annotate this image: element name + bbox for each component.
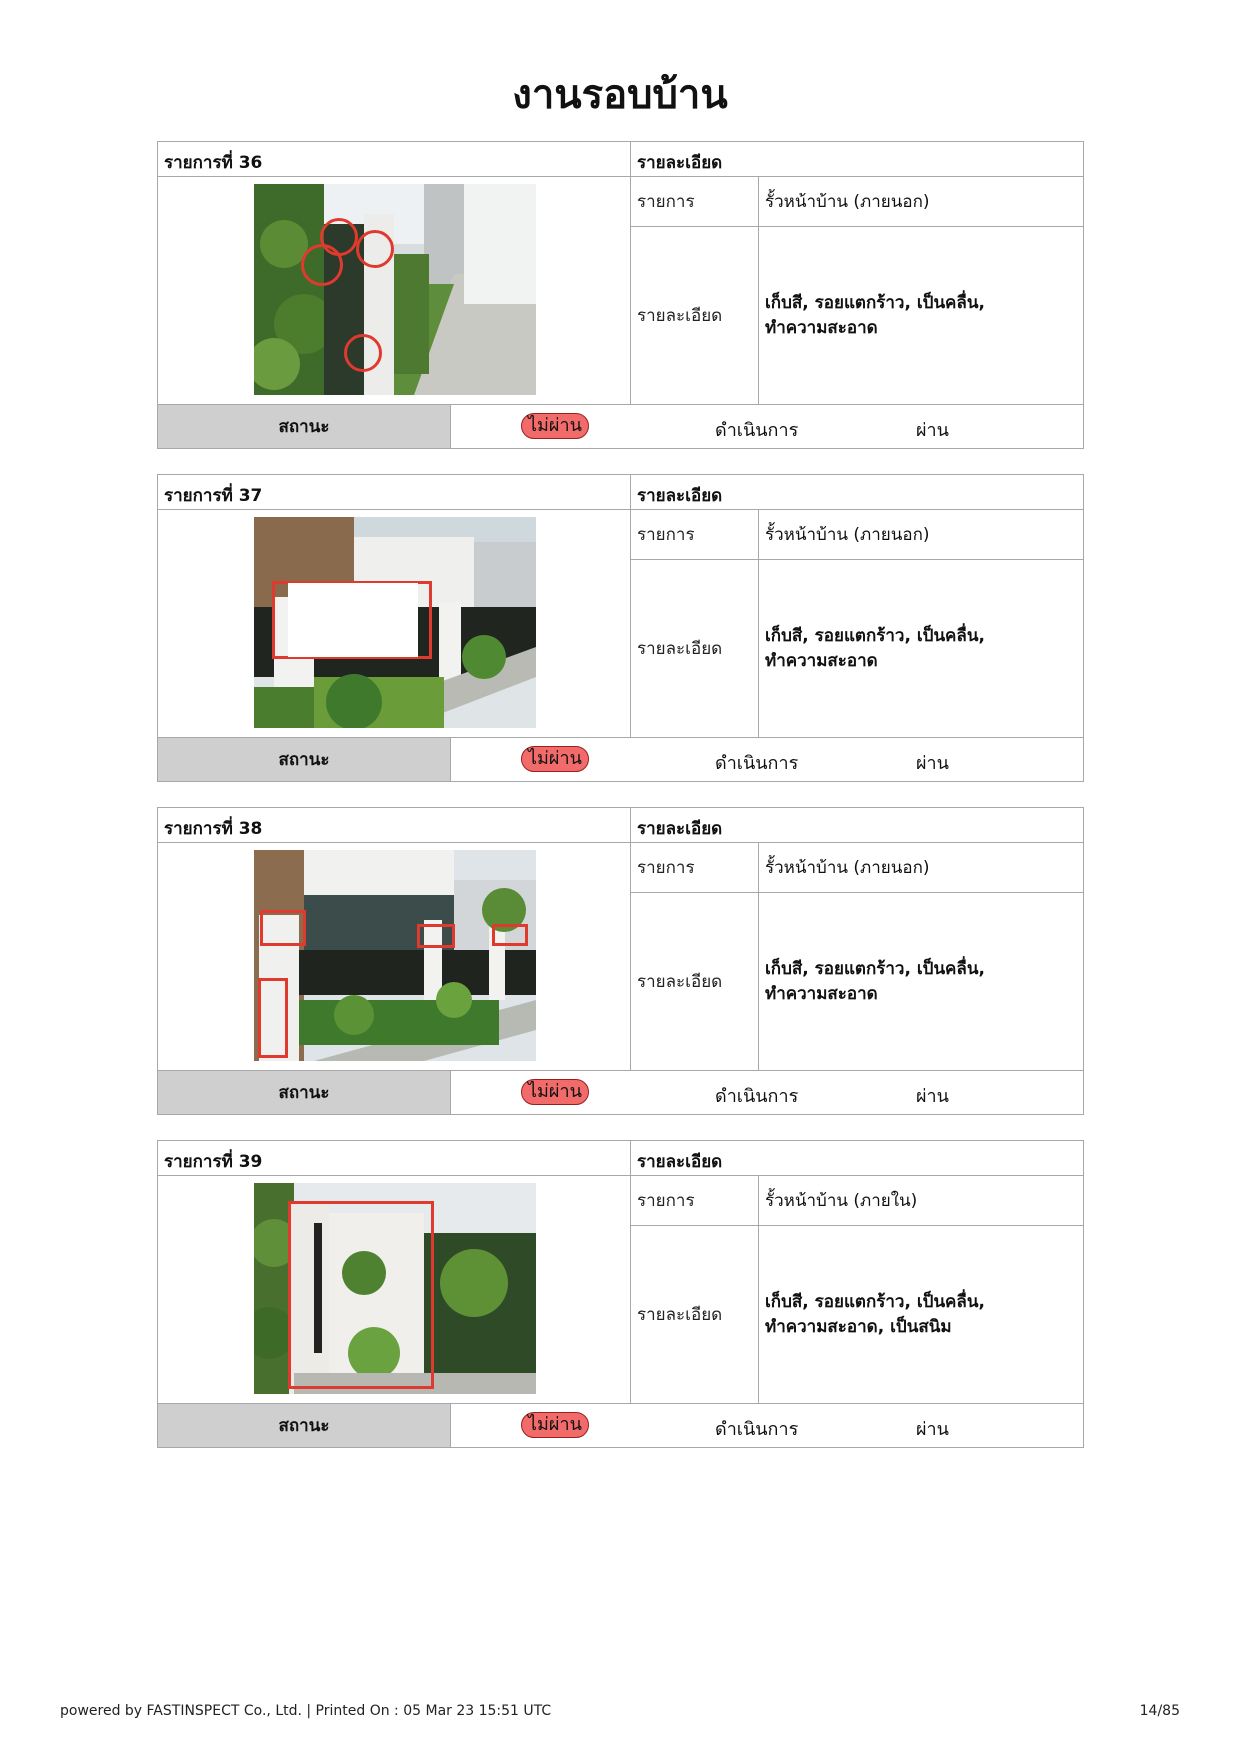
inspection-item	[157, 141, 1084, 449]
item-number: รายการที่ 39	[158, 1141, 631, 1175]
detail-label: รายละเอียด	[631, 893, 759, 1070]
detail-label: รายละเอียด	[631, 560, 759, 737]
status-pass-option[interactable]: ผ่าน	[916, 1419, 949, 1440]
detail-value: เก็บสี, รอยแตกร้าว, เป็นคลื่น, ทำความสะอาด	[765, 625, 985, 671]
detail-value: เก็บสี, รอยแตกร้าว, เป็นคลื่น, ทำความสะอาด	[765, 292, 985, 338]
inspection-photo[interactable]	[254, 517, 536, 728]
item-label: รายการ	[631, 843, 759, 892]
status-pass-option[interactable]: ผ่าน	[916, 753, 949, 774]
detail-header: รายละเอียด	[637, 1152, 723, 1172]
item-number: รายการที่ 37	[158, 475, 631, 509]
inspection-photo[interactable]	[254, 850, 536, 1061]
item-number: รายการที่ 38	[158, 808, 631, 842]
item-value: รั้วหน้าบ้าน (ภายนอก)	[765, 525, 930, 545]
status-in-progress-option[interactable]: ดำเนินการ	[715, 753, 799, 774]
item-value: รั้วหน้าบ้าน (ภายนอก)	[765, 192, 930, 212]
footer-text: powered by FASTINSPECT Co., Ltd. | Printed On : 05 Mar 23 15:51 UTC	[60, 1703, 552, 1719]
detail-label: รายละเอียด	[631, 227, 759, 404]
status-pass-option[interactable]: ผ่าน	[916, 420, 949, 441]
status-label: สถานะ	[158, 1071, 451, 1114]
inspection-photo[interactable]	[254, 1183, 536, 1394]
detail-value: เก็บสี, รอยแตกร้าว, เป็นคลื่น, ทำความสะอาด, เป็นสนิม	[765, 1291, 985, 1337]
status-in-progress-option[interactable]: ดำเนินการ	[715, 1086, 799, 1107]
status-in-progress-option[interactable]: ดำเนินการ	[715, 420, 799, 441]
detail-header: รายละเอียด	[637, 486, 723, 506]
item-value: รั้วหน้าบ้าน (ภายใน)	[765, 1191, 918, 1211]
detail-header: รายละเอียด	[637, 153, 723, 173]
page-number: 14/85	[1139, 1703, 1180, 1719]
status-label: สถานะ	[158, 1404, 451, 1447]
status-pass-option[interactable]: ผ่าน	[916, 1086, 949, 1107]
status-fail-option[interactable]: ไม่ผ่าน	[521, 1412, 589, 1438]
detail-header: รายละเอียด	[637, 819, 723, 839]
item-value: รั้วหน้าบ้าน (ภายนอก)	[765, 858, 930, 878]
item-label: รายการ	[631, 510, 759, 559]
page-title: งานรอบบ้าน	[512, 72, 728, 118]
detail-value: เก็บสี, รอยแตกร้าว, เป็นคลื่น, ทำความสะอาด	[765, 958, 985, 1004]
status-fail-option[interactable]: ไม่ผ่าน	[521, 746, 589, 772]
inspection-photo[interactable]	[254, 184, 536, 395]
inspection-item	[157, 807, 1084, 1115]
status-fail-option[interactable]: ไม่ผ่าน	[521, 1079, 589, 1105]
status-label: สถานะ	[158, 405, 451, 448]
status-fail-option[interactable]: ไม่ผ่าน	[521, 413, 589, 439]
item-label: รายการ	[631, 177, 759, 226]
inspection-item	[157, 474, 1084, 782]
item-number: รายการที่ 36	[158, 142, 631, 176]
item-label: รายการ	[631, 1176, 759, 1225]
status-in-progress-option[interactable]: ดำเนินการ	[715, 1419, 799, 1440]
inspection-item	[157, 1140, 1084, 1448]
status-label: สถานะ	[158, 738, 451, 781]
detail-label: รายละเอียด	[631, 1226, 759, 1403]
